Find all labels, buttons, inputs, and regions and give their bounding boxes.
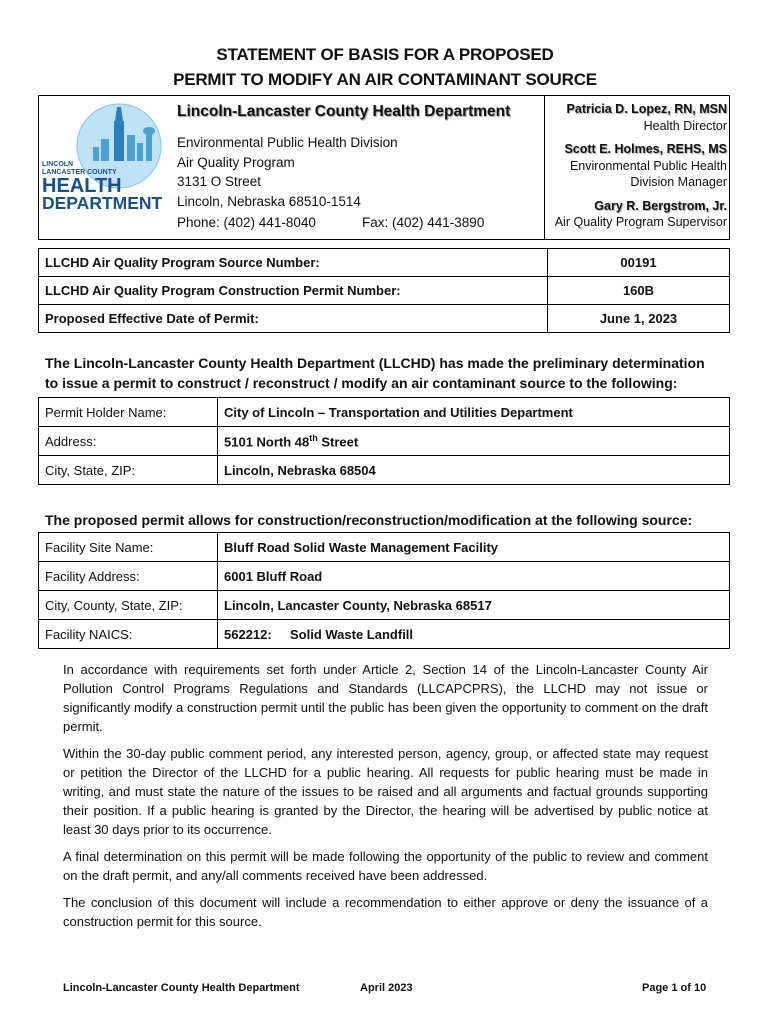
table-row (39, 620, 730, 649)
paragraph: In accordance with requirements set forth under Article 2, Section 14 of the Lincoln-Lancaster County Air Pollution Control Programs Regulations and Standards (LLCAPCPRS), the LLCHD may not issue or significantly modify a construction permit until the public has been given the opportunity to comment on the draft permit. (63, 662, 708, 734)
footer-date: April 2023 (360, 982, 413, 994)
paragraph: Within the 30-day public comment period, any interested person, agency, group, or affected state may request or petition the Director of the LLCHD for a public hearing. All requests for public hearing must be made in writing, and must state the nature of the issues to be raised and all arguments and factual grounds supporting their position. If a public hearing is granted by the Director, the hearing will be advertised by public notice at least 30 days prior to its occurrence. (63, 746, 708, 837)
id-value: 00191 (548, 249, 730, 277)
phone-number: Phone: (402) 441-8040 (177, 215, 316, 230)
field-value (218, 620, 730, 649)
staff-name: Scott E. Holmes, REHS, MS (564, 142, 727, 156)
address-line: 3131 O Street (177, 174, 262, 189)
facility-intro: The proposed permit allows for construction/reconstruction/modification at the following source: (45, 512, 693, 528)
health-department-logo (41, 101, 176, 211)
id-value: 160B (548, 277, 730, 305)
field-label: Facility Site Name: (39, 533, 218, 562)
address-line: Environmental Public Health Division (177, 135, 398, 150)
footer-page-number: Page 1 of 10 (642, 982, 707, 994)
table-row (39, 591, 730, 620)
permit-ids-table (38, 248, 730, 333)
svg-text:LANCASTER COUNTY: LANCASTER COUNTY (42, 169, 117, 176)
paragraph: The conclusion of this document will include a recommendation to either approve or deny the issuance of a construction permit for this source. (63, 895, 708, 929)
field-label: Permit Holder Name: (39, 398, 218, 427)
svg-text:LINCOLN: LINCOLN (42, 161, 74, 168)
field-value: Bluff Road Solid Waste Management Facility (218, 533, 730, 562)
table-row (39, 398, 730, 427)
staff-title: Air Quality Program Supervisor (554, 215, 727, 229)
table-row (39, 277, 730, 305)
id-value: June 1, 2023 (548, 305, 730, 333)
letterhead (38, 95, 730, 240)
document-title (0, 42, 770, 92)
table-row (39, 456, 730, 485)
staff-title: Division Manager (630, 175, 727, 189)
field-label: City, State, ZIP: (39, 456, 218, 485)
paragraph: A final determination on this permit will be made following the opportunity of the public to review and comment on the draft permit, and any/all comments received have been addressed. (63, 849, 708, 883)
field-label: City, County, State, ZIP: (39, 591, 218, 620)
svg-text:HEALTH: HEALTH (42, 175, 122, 197)
table-row (39, 249, 730, 277)
naics-code: 562212: (224, 626, 272, 642)
intro-line: The Lincoln-Lancaster County Health Department (LLCHD) has made the preliminary determination (45, 355, 705, 371)
id-label: LLCHD Air Quality Program Source Number: (39, 249, 548, 277)
field-label: Facility Address: (39, 562, 218, 591)
staff-name: Patricia D. Lopez, RN, MSN (566, 102, 727, 116)
table-row (39, 305, 730, 333)
staff-list (544, 96, 729, 239)
table-row (39, 562, 730, 591)
naics-description: Solid Waste Landfill (290, 626, 414, 642)
svg-text:DEPARTMENT: DEPARTMENT (42, 193, 163, 211)
address-line: Air Quality Program (177, 154, 295, 170)
staff-title: Health Director (643, 118, 727, 133)
permit-holder-table (38, 397, 730, 485)
field-value: 6001 Bluff Road (218, 562, 730, 591)
intro-line: to issue a permit to construct / reconstruct / modify an air contaminant source to the following: (45, 375, 678, 391)
field-value: Lincoln, Lancaster County, Nebraska 68517 (218, 591, 730, 620)
id-label: Proposed Effective Date of Permit: (39, 305, 548, 333)
field-value: 5101 North 48th Street (218, 427, 730, 456)
staff-name: Gary R. Bergstrom, Jr. (594, 198, 727, 213)
holder-intro (45, 353, 735, 393)
footer-organization: Lincoln-Lancaster County Health Department (63, 982, 300, 994)
department-name: Lincoln-Lancaster County Health Department (177, 103, 511, 120)
table-row (39, 427, 730, 456)
id-label: LLCHD Air Quality Program Construction Permit Number: (39, 277, 548, 305)
table-row (39, 533, 730, 562)
address-line: Lincoln, Nebraska 68510-1514 (177, 193, 361, 209)
field-label: Address: (39, 427, 218, 456)
facility-table (38, 532, 730, 649)
field-label: Facility NAICS: (39, 620, 218, 649)
department-address (177, 133, 398, 211)
field-value: Lincoln, Nebraska 68504 (218, 456, 730, 485)
title-line-1: STATEMENT OF BASIS FOR A PROPOSED (216, 45, 554, 64)
staff-title: Environmental Public Health (569, 158, 727, 173)
title-line-2: PERMIT TO MODIFY AN AIR CONTAMINANT SOURCE (173, 70, 597, 89)
field-value: City of Lincoln – Transportation and Utilities Department (218, 398, 730, 427)
fax-number: Fax: (402) 441-3890 (362, 215, 485, 230)
